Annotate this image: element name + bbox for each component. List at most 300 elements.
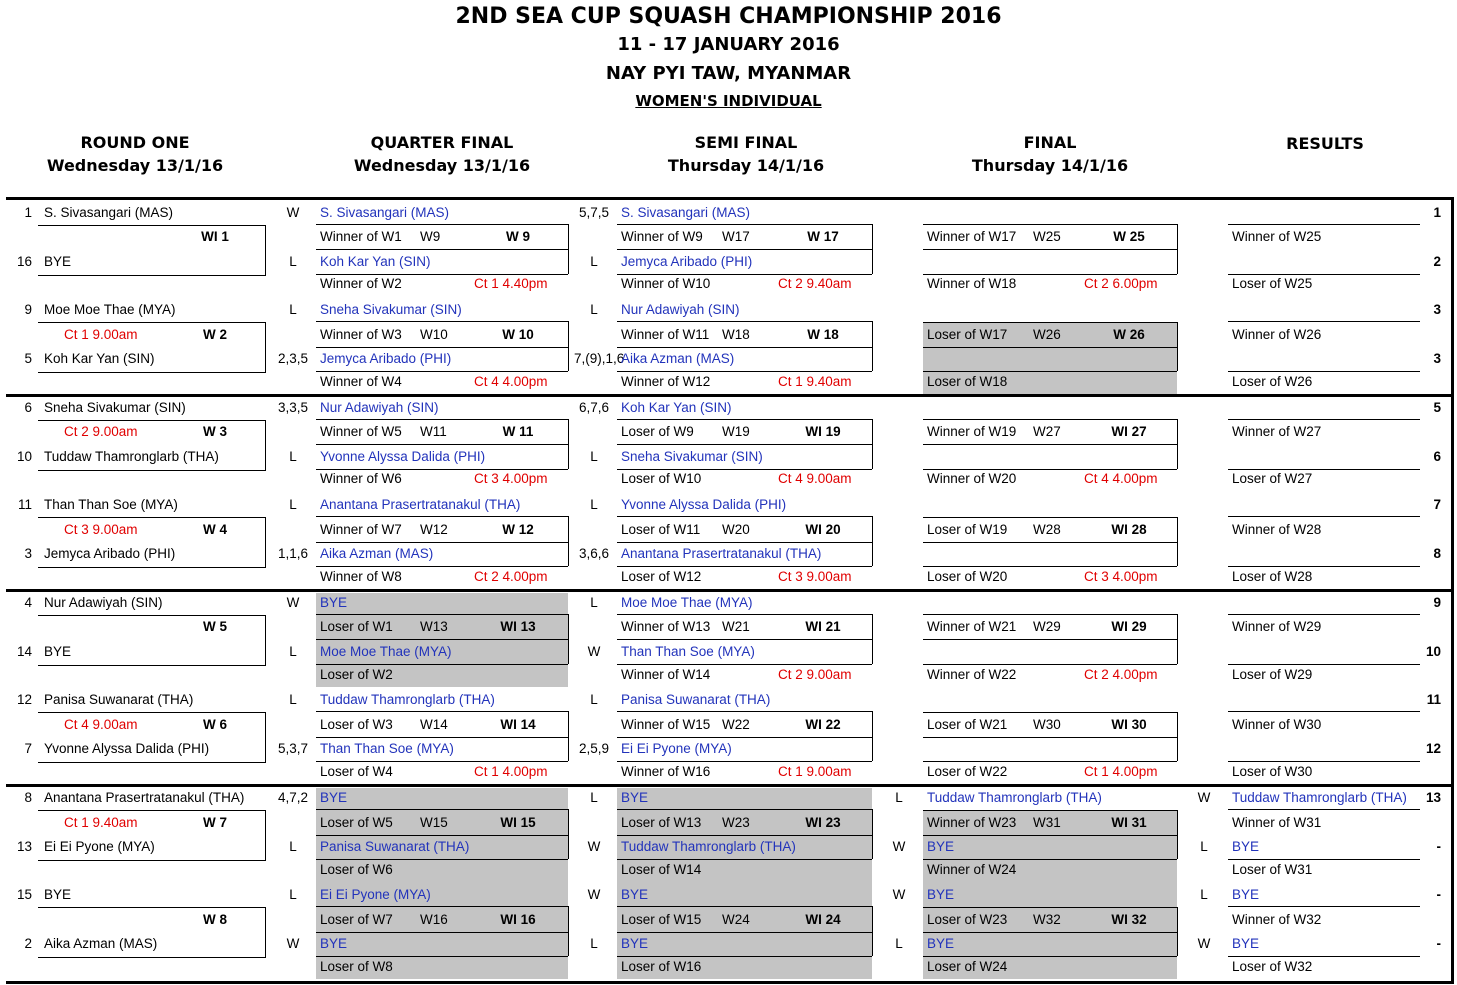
match-id: WI 31	[1111, 815, 1147, 830]
rule-line	[316, 859, 568, 860]
rule-line	[923, 469, 1177, 470]
rule-line	[617, 906, 872, 907]
match-id: W 2	[202, 327, 227, 342]
quarter-final-entry: Winner of W6	[320, 471, 402, 486]
winner-ref: W27	[1033, 424, 1061, 439]
rule-line	[38, 275, 266, 276]
quarter-final-entry: Jemyca Aribado (PHI)	[320, 351, 452, 366]
rule-line	[316, 809, 568, 810]
seed-number: 14	[16, 644, 32, 659]
court-time: Ct 1 9.40am	[64, 815, 138, 830]
semi-final-entry: Nur Adawiyah (SIN)	[621, 302, 740, 317]
final-position: -	[1436, 887, 1441, 902]
rule-line	[1177, 614, 1178, 664]
rule-line	[265, 615, 266, 665]
semi-final-entry: Anantana Prasertratanakul (THA)	[621, 546, 822, 561]
rule-line	[923, 932, 1177, 933]
round-one-score: 3,3,5	[277, 400, 309, 415]
rule-line	[38, 907, 265, 908]
court-time: Ct 3 4.00pm	[1084, 569, 1158, 584]
quarter-final-entry: Loser of W2	[320, 667, 393, 682]
rule-line	[1228, 761, 1420, 762]
final-entry: Loser of W19	[927, 522, 1008, 537]
rule-line	[38, 860, 266, 861]
seed-number: 3	[24, 546, 32, 561]
quarter-final-score: L	[590, 302, 598, 317]
rule-line	[38, 517, 265, 518]
match-id: W 17	[807, 229, 839, 244]
rule-line	[617, 371, 872, 372]
rule-line	[316, 566, 568, 567]
seed-number: 12	[16, 692, 32, 707]
rule-line	[568, 614, 569, 664]
rule-line	[617, 737, 872, 738]
rule-line	[1177, 810, 1178, 859]
column-header-final: FINAL Thursday 14/1/16	[971, 133, 1129, 175]
semi-final-entry: Ei Ei Pyone (MYA)	[621, 741, 732, 756]
rule-line	[617, 711, 872, 712]
rule-line	[617, 224, 872, 225]
winner-ref: W15	[420, 815, 448, 830]
winner-ref: W19	[722, 424, 750, 439]
page-title: 2ND SEA CUP SQUASH CHAMPIONSHIP 2016	[455, 4, 1002, 29]
rule-line	[617, 321, 872, 322]
result-entry: Winner of W29	[1232, 619, 1322, 634]
final-position: -	[1436, 839, 1441, 854]
match-id: W 3	[202, 424, 227, 439]
semi-final-entry: Winner of W13	[621, 619, 711, 634]
seed-number: 5	[24, 351, 32, 366]
semi-final-entry: Winner of W15	[621, 717, 711, 732]
round-one-score: L	[289, 254, 297, 269]
match-id: WI 28	[1111, 522, 1147, 537]
frame-bottom	[6, 981, 1454, 984]
rule-line	[923, 859, 1177, 860]
rule-line	[1177, 712, 1178, 761]
quarter-final-score: W	[587, 644, 601, 659]
semi-final-score: W	[892, 839, 906, 854]
rule-line	[38, 665, 266, 666]
final-entry: Winner of W23	[927, 815, 1017, 830]
court-time: Ct 1 9.00am	[778, 764, 852, 779]
event-dates: 11 - 17 JANUARY 2016	[617, 34, 840, 55]
rule-line	[38, 957, 266, 958]
rule-line	[923, 371, 1177, 372]
winner-ref: W26	[1033, 327, 1061, 342]
semi-final-entry: Moe Moe Thae (MYA)	[621, 595, 753, 610]
round-one-score: 2,3,5	[277, 351, 309, 366]
winner-ref: W21	[722, 619, 750, 634]
rule-line	[1228, 516, 1420, 517]
result-entry: Loser of W32	[1232, 959, 1313, 974]
quarter-final-entry: Winner of W4	[320, 374, 402, 389]
rule-line	[265, 907, 266, 957]
rule-line	[923, 517, 1177, 518]
match-id: WI 20	[805, 522, 841, 537]
quarter-final-entry: S. Sivasangari (MAS)	[320, 205, 450, 220]
quarter-final-score: L	[590, 790, 598, 805]
quarter-final-entry: BYE	[320, 595, 348, 610]
match-id: WI 27	[1111, 424, 1147, 439]
quarter-final-score: W	[587, 887, 601, 902]
rule-line	[316, 516, 568, 517]
round-one-score: L	[289, 692, 297, 707]
round-one-score: W	[286, 205, 300, 220]
rule-line	[872, 224, 873, 274]
rule-line	[923, 274, 1177, 275]
final-entry: BYE	[927, 936, 955, 951]
rule-line	[923, 810, 1177, 811]
semi-final-score: L	[895, 936, 903, 951]
match-id: W 7	[202, 815, 227, 830]
semi-final-entry: Winner of W14	[621, 667, 711, 682]
quarter-final-entry: Winner of W7	[320, 522, 402, 537]
round-one-player: Panisa Suwanarat (THA)	[44, 692, 194, 707]
result-entry: Loser of W26	[1232, 374, 1313, 389]
final-entry: Winner of W24	[927, 862, 1017, 877]
quarter-final-entry: Loser of W7	[320, 912, 393, 927]
semi-final-entry: Sneha Sivakumar (SIN)	[621, 449, 763, 464]
seed-number: 15	[16, 887, 32, 902]
result-entry: Winner of W26	[1232, 327, 1322, 342]
semi-final-score: L	[895, 790, 903, 805]
rule-line	[923, 444, 1177, 445]
rule-line	[316, 956, 568, 957]
section-divider	[6, 394, 1453, 397]
rule-line	[38, 420, 265, 421]
rule-line	[316, 469, 568, 470]
rule-line	[617, 274, 872, 275]
match-id: WI 21	[805, 619, 841, 634]
match-id: WI 29	[1111, 619, 1147, 634]
quarter-final-entry: Winner of W2	[320, 276, 402, 291]
court-time: Ct 1 9.40am	[778, 374, 852, 389]
final-position: 5	[1433, 400, 1441, 415]
final-entry: BYE	[927, 839, 955, 854]
winner-ref: W28	[1033, 522, 1061, 537]
quarter-final-score: 6,7,6	[578, 400, 610, 415]
rule-line	[1228, 469, 1420, 470]
court-time: Ct 1 4.00pm	[1084, 764, 1158, 779]
winner-ref: W13	[420, 619, 448, 634]
rule-line	[923, 347, 1177, 348]
rule-line	[923, 664, 1177, 665]
rule-line	[38, 470, 266, 471]
final-position: 7	[1433, 497, 1441, 512]
rule-line	[38, 225, 265, 226]
rule-line	[923, 224, 1177, 225]
court-time: Ct 2 4.00pm	[474, 569, 548, 584]
round-one-player: Than Than Soe (MYA)	[44, 497, 178, 512]
match-id: WI 23	[805, 815, 841, 830]
winner-ref: W18	[722, 327, 750, 342]
quarter-final-score: L	[590, 936, 598, 951]
quarter-final-score: 5,7,5	[578, 205, 610, 220]
semi-final-entry: Loser of W14	[621, 862, 702, 877]
semi-final-entry: Winner of W11	[621, 327, 710, 342]
round-one-player: Yvonne Alyssa Dalida (PHI)	[44, 741, 210, 756]
rule-line	[316, 835, 568, 836]
semi-final-entry: Loser of W16	[621, 959, 702, 974]
quarter-final-entry: Winner of W1	[320, 229, 402, 244]
court-time: Ct 2 6.00pm	[1084, 276, 1158, 291]
final-position: 9	[1433, 595, 1441, 610]
rule-line	[38, 322, 265, 323]
rule-line	[1228, 906, 1420, 907]
semi-final-entry: Yvonne Alyssa Dalida (PHI)	[621, 497, 787, 512]
rule-line	[316, 419, 568, 420]
final-entry: Loser of W17	[927, 327, 1008, 342]
round-one-player: BYE	[44, 887, 72, 902]
round-one-score: L	[289, 497, 297, 512]
match-id: W 8	[202, 912, 227, 927]
quarter-final-score: L	[590, 692, 598, 707]
court-time: Ct 1 4.00pm	[474, 764, 548, 779]
rule-line	[265, 322, 266, 372]
semi-final-entry: Koh Kar Yan (SIN)	[621, 400, 732, 415]
rule-line	[568, 224, 569, 274]
final-position: 12	[1425, 741, 1441, 756]
semi-final-score: W	[892, 887, 906, 902]
final-entry: Loser of W18	[927, 374, 1008, 389]
winner-ref: W23	[722, 815, 750, 830]
winner-ref: W29	[1033, 619, 1061, 634]
seed-number: 6	[24, 400, 32, 415]
rule-line	[1177, 419, 1178, 469]
rule-line	[1228, 224, 1420, 225]
match-id: W 4	[202, 522, 227, 537]
rule-line	[316, 321, 568, 322]
quarter-final-score: 3,6,6	[578, 546, 610, 561]
final-position: 13	[1425, 790, 1441, 805]
round-one-player: Moe Moe Thae (MYA)	[44, 302, 176, 317]
seed-number: 10	[16, 449, 32, 464]
rule-line	[568, 809, 569, 859]
rule-line	[316, 761, 568, 762]
semi-final-entry: Tuddaw Thamronglarb (THA)	[621, 839, 796, 854]
final-score: W	[1197, 790, 1211, 805]
round-one-player: Aika Azman (MAS)	[44, 936, 158, 951]
rule-line	[316, 614, 568, 615]
final-entry: Winner of W20	[927, 471, 1017, 486]
semi-final-entry: Loser of W15	[621, 912, 702, 927]
rule-line	[923, 737, 1177, 738]
winner-ref: W10	[420, 327, 448, 342]
semi-final-entry: Winner of W16	[621, 764, 711, 779]
rule-line	[316, 664, 568, 665]
quarter-final-entry: Winner of W3	[320, 327, 402, 342]
rule-line	[265, 420, 266, 470]
match-id: WI 16	[500, 912, 536, 927]
round-one-score: W	[286, 595, 300, 610]
seed-number: 13	[16, 839, 32, 854]
rule-line	[1228, 956, 1420, 957]
quarter-final-entry: Koh Kar Yan (SIN)	[320, 254, 431, 269]
winner-ref: W9	[420, 229, 441, 244]
result-entry: Winner of W30	[1232, 717, 1322, 732]
match-id: W 10	[502, 327, 534, 342]
result-entry: BYE	[1232, 887, 1260, 902]
rule-line	[617, 932, 872, 933]
final-entry: Loser of W22	[927, 764, 1008, 779]
quarter-final-entry: Moe Moe Thae (MYA)	[320, 644, 452, 659]
semi-final-entry: Winner of W9	[621, 229, 703, 244]
match-id: WI 19	[805, 424, 841, 439]
final-entry: Loser of W23	[927, 912, 1008, 927]
rule-line	[617, 516, 872, 517]
round-one-player: Koh Kar Yan (SIN)	[44, 351, 155, 366]
rule-line	[923, 249, 1177, 250]
final-entry: Winner of W18	[927, 276, 1017, 291]
rule-line	[1228, 859, 1420, 860]
quarter-final-score: L	[590, 497, 598, 512]
rule-line	[617, 614, 872, 615]
rule-line	[872, 321, 873, 371]
rule-line	[265, 225, 266, 275]
match-id: WI 1	[201, 229, 229, 244]
court-time: Ct 3 9.00am	[64, 522, 138, 537]
rule-line	[568, 419, 569, 469]
quarter-final-score: L	[590, 449, 598, 464]
rule-line	[617, 809, 872, 810]
court-time: Ct 3 9.00am	[778, 569, 852, 584]
rule-line	[872, 516, 873, 566]
final-position: 2	[1433, 254, 1441, 269]
rule-line	[1228, 274, 1420, 275]
quarter-final-entry: Anantana Prasertratanakul (THA)	[320, 497, 521, 512]
match-id: W 9	[505, 229, 530, 244]
rule-line	[872, 614, 873, 664]
winner-ref: W11	[420, 424, 447, 439]
round-one-player: Ei Ei Pyone (MYA)	[44, 839, 155, 854]
court-time: Ct 4 9.00am	[64, 717, 138, 732]
final-entry: Winner of W22	[927, 667, 1017, 682]
event-venue: NAY PYI TAW, MYANMAR	[605, 63, 852, 84]
seed-number: 4	[24, 595, 32, 610]
seed-number: 9	[24, 302, 32, 317]
final-entry: Winner of W17	[927, 229, 1017, 244]
result-entry: Loser of W30	[1232, 764, 1313, 779]
rule-line	[617, 956, 872, 957]
rule-line	[617, 347, 872, 348]
winner-ref: W25	[1033, 229, 1061, 244]
court-time: Ct 1 4.40pm	[474, 276, 548, 291]
rule-line	[617, 566, 872, 567]
rule-line	[617, 249, 872, 250]
final-score: L	[1200, 887, 1208, 902]
section-divider	[6, 589, 1453, 592]
rule-line	[316, 711, 568, 712]
rule-line	[1177, 907, 1178, 956]
quarter-final-score: 2,5,9	[578, 741, 610, 756]
semi-final-entry: Loser of W13	[621, 815, 702, 830]
column-header-semi-final: SEMI FINAL Thursday 14/1/16	[667, 133, 825, 175]
rule-line	[617, 444, 872, 445]
match-id: W 11	[502, 424, 534, 439]
semi-final-entry: BYE	[621, 887, 649, 902]
rule-line	[38, 712, 265, 713]
match-id: WI 30	[1111, 717, 1147, 732]
quarter-final-entry: Winner of W8	[320, 569, 402, 584]
rule-line	[265, 810, 266, 860]
section-divider	[6, 784, 1453, 787]
rule-line	[923, 956, 1177, 957]
semi-final-entry: Than Than Soe (MYA)	[621, 644, 755, 659]
match-id: WI 24	[805, 912, 841, 927]
court-time: Ct 4 4.00pm	[1084, 471, 1158, 486]
round-one-player: S. Sivasangari (MAS)	[44, 205, 174, 220]
quarter-final-entry: Yvonne Alyssa Dalida (PHI)	[320, 449, 486, 464]
quarter-final-entry: BYE	[320, 790, 348, 805]
rule-line	[1228, 809, 1420, 810]
result-entry: Loser of W29	[1232, 667, 1313, 682]
final-entry: BYE	[927, 887, 955, 902]
result-entry: Winner of W28	[1232, 522, 1322, 537]
rule-line	[1228, 371, 1420, 372]
semi-final-entry: Winner of W12	[621, 374, 711, 389]
rule-line	[923, 614, 1177, 615]
match-id: WI 32	[1111, 912, 1147, 927]
rule-line	[617, 835, 872, 836]
match-id: W 6	[202, 717, 227, 732]
rule-line	[1228, 614, 1420, 615]
quarter-final-score: L	[590, 254, 598, 269]
rule-line	[568, 516, 569, 566]
result-entry: Loser of W31	[1232, 862, 1313, 877]
rule-line	[1228, 321, 1420, 322]
rule-line	[316, 906, 568, 907]
semi-final-entry: Jemyca Aribado (PHI)	[621, 254, 753, 269]
rule-line	[923, 835, 1177, 836]
quarter-final-entry: Nur Adawiyah (SIN)	[320, 400, 439, 415]
rule-line	[568, 906, 569, 956]
quarter-final-score: 7,(9),1,6	[574, 351, 625, 366]
rule-line	[38, 762, 266, 763]
final-entry: Tuddaw Thamronglarb (THA)	[927, 790, 1102, 805]
winner-ref: W32	[1033, 912, 1061, 927]
seed-number: 2	[24, 936, 32, 951]
rule-line	[923, 566, 1177, 567]
quarter-final-entry: Loser of W4	[320, 764, 393, 779]
rule-line	[1177, 224, 1178, 274]
seed-number: 8	[24, 790, 32, 805]
rule-line	[617, 859, 872, 860]
round-one-score: L	[289, 302, 297, 317]
rule-line	[316, 444, 568, 445]
quarter-final-entry: Winner of W5	[320, 424, 402, 439]
final-position: 3	[1433, 351, 1441, 366]
rule-line	[38, 615, 265, 616]
rule-line	[316, 371, 568, 372]
match-id: W 12	[502, 522, 534, 537]
match-id: W 18	[807, 327, 839, 342]
result-entry: Loser of W25	[1232, 276, 1313, 291]
round-one-player: Anantana Prasertratanakul (THA)	[44, 790, 245, 805]
rule-line	[872, 809, 873, 859]
final-entry: Winner of W19	[927, 424, 1017, 439]
result-entry: BYE	[1232, 936, 1260, 951]
rule-line	[872, 711, 873, 761]
rule-line	[923, 419, 1177, 420]
result-entry: BYE	[1232, 839, 1260, 854]
semi-final-entry: Winner of W10	[621, 276, 711, 291]
round-one-player: Jemyca Aribado (PHI)	[44, 546, 176, 561]
round-one-score: L	[289, 887, 297, 902]
round-one-player: Sneha Sivakumar (SIN)	[44, 400, 186, 415]
result-entry: Winner of W31	[1232, 815, 1322, 830]
rule-line	[1228, 419, 1420, 420]
match-id: WI 14	[500, 717, 536, 732]
